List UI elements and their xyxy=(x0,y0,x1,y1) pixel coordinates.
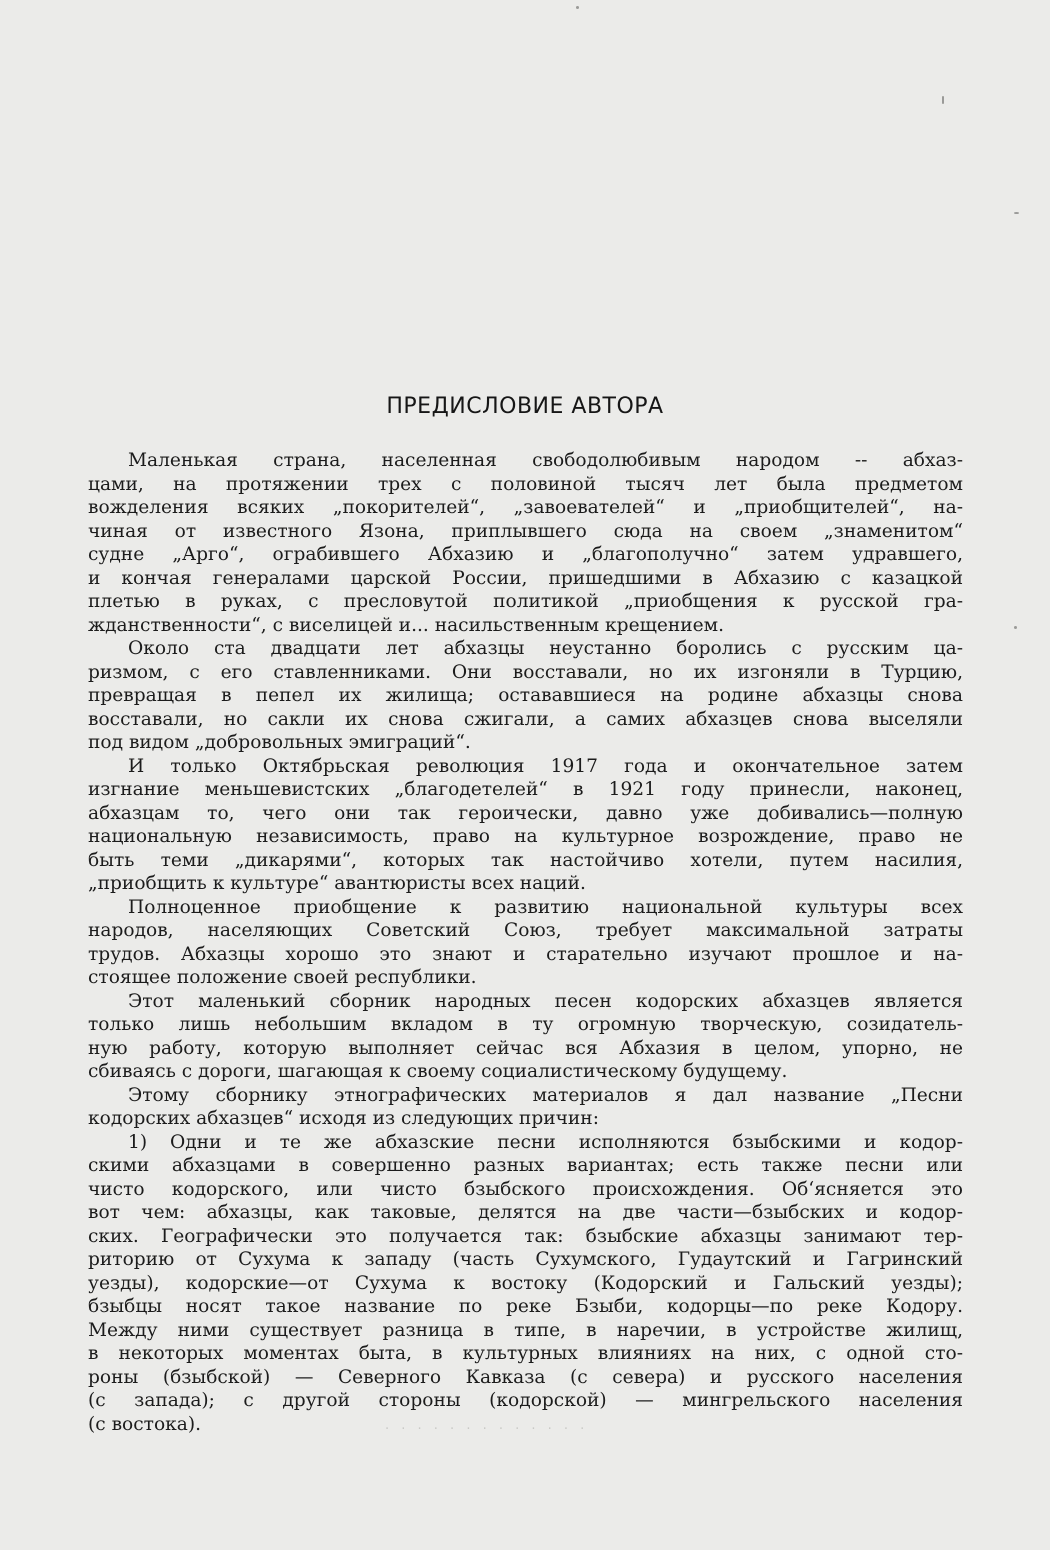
page-speck xyxy=(1014,212,1019,214)
text-line: и кончая генералами царской России, пришедшими в Абхазию с казацкой xyxy=(88,567,963,589)
text-line: жданственности“, с виселицей и... насильственным крещением. xyxy=(88,614,725,636)
text-line: риторию от Сухума к западу (часть Сухумского, Гудаутский и Гагринский xyxy=(88,1249,963,1270)
text-line: народов, населяющих Советский Союз, требует максимальной затраты xyxy=(88,920,963,941)
text-line: под видом „добровольных эмиграций“. xyxy=(88,732,471,753)
text-line: Этому сборнику этнографических материалов я дал название „Песни xyxy=(128,1084,963,1106)
text-line: Этот маленький сборник народных песен кодорских абхазцев является xyxy=(128,990,963,1012)
text-line: И только Октябрьская революция 1917 года и окончательное затем xyxy=(128,755,963,777)
text-line: изгнание меньшевистских „благодетелей“ в 1921 году принесли, наконец, xyxy=(88,779,963,800)
text-line: абхазцам то, чего они так героически, давно уже добивались—полную xyxy=(88,802,963,824)
text-line: трудов. Абхазцы хорошо это знают и старательно изучают прошлое и на- xyxy=(88,943,963,965)
text-line: плетью в руках, с пресловутой политикой „приобщения к русской гра- xyxy=(88,591,963,612)
text-line: 1) Одни и те же абхазские песни исполняются бзыбскими и кодор- xyxy=(128,1131,963,1153)
page-speck xyxy=(942,96,944,104)
text-line: (с запада); с другой стороны (кодорской) — мингрельского населения xyxy=(88,1390,963,1411)
text-line: Полноценное приобщение к развитию национальной культуры всех xyxy=(128,896,963,918)
text-line: только лишь небольшим вкладом в ту огромную творческую, созидатель- xyxy=(88,1014,963,1035)
text-line: стоящее положение своей республики. xyxy=(88,967,477,988)
text-line: в некоторых моментах быта, в культурных влияниях на них, с одной сто- xyxy=(88,1343,963,1364)
text-line: Между ними существует разница в типе, в наречии, в устройстве жилищ, xyxy=(88,1319,963,1341)
text-line: Около ста двадцати лет абхазцы неустанно боролись с русским ца- xyxy=(128,638,963,659)
text-line: „приобщить к культуре“ авантюристы всех наций. xyxy=(88,873,586,894)
text-line: кодорских абхазцев“ исходя из следующих причин: xyxy=(88,1108,599,1129)
text-line: вожделения всяких „покорителей“, „завоевателей“ и „приобщителей“, на- xyxy=(88,497,963,518)
page-speck xyxy=(576,6,579,9)
text-line: цами, на протяжении трех с половиной тысяч лет была предметом xyxy=(88,473,963,495)
page-speck xyxy=(1014,626,1017,629)
text-line: быть теми „дикарями“, которых так настойчиво хотели, путем насилия, xyxy=(88,849,963,871)
text-line: чисто кодорского, или чисто бзыбского происхождения. Об‘ясняется это xyxy=(88,1178,963,1200)
text-line: ских. Географически это получается так: бзыбские абхазцы занимают тер- xyxy=(88,1225,963,1247)
text-line: вот чем: абхазцы, как таковые, делятся на две части—бзыбских и кодор- xyxy=(88,1202,963,1223)
text-line: ризмом, с его ставленниками. Они восставали, но их изгоняли в Турцию, xyxy=(88,661,963,683)
text-line: бзыбцы носят такое название по реке Бзыби, кодорцы—по реке Кодору. xyxy=(88,1296,963,1317)
text-line: превращая в пепел их жилища; остававшиеся на родине абхазцы снова xyxy=(88,685,963,706)
text-line: роны (бзыбской) — Северного Кавказа (с севера) и русского населения xyxy=(88,1366,963,1388)
preface-text xyxy=(88,449,963,1436)
text-line: скими абхазцами в совершенно разных вариантах; есть также песни или xyxy=(88,1155,963,1176)
text-line: сбиваясь с дороги, шагающая к своему социалистическому будущему. xyxy=(88,1061,788,1082)
text-line: судне „Арго“, ограбившего Абхазию и „благополучно“ затем удравшего, xyxy=(88,544,963,565)
text-line: чиная от известного Язона, приплывшего сюда на своем „знаменитом“ xyxy=(88,520,963,542)
text-line: национальную независимость, право на культурное возрождение, право не xyxy=(88,826,963,847)
text-line: восставали, но сакли их снова сжигали, а самих абхазцев снова выселяли xyxy=(88,708,963,730)
text-line: уезды), кодорские—от Сухума к востоку (Кодорский и Гальский уезды); xyxy=(88,1272,963,1294)
page-title: ПРЕДИСЛОВИЕ АВТОРА xyxy=(386,394,664,419)
text-line: (с востока). xyxy=(88,1413,202,1435)
text-line: ную работу, которую выполняет сейчас вся Абхазия в целом, упорно, не xyxy=(88,1037,963,1059)
faint-stamp-imprint: ‧ ‧ ‧ ‧ ‧ ‧ ‧ ‧ ‧ ‧ ‧ ‧ ‧ xyxy=(385,1422,589,1437)
text-line: Маленькая страна, населенная свободолюбивым народом -- абхаз- xyxy=(128,450,963,471)
